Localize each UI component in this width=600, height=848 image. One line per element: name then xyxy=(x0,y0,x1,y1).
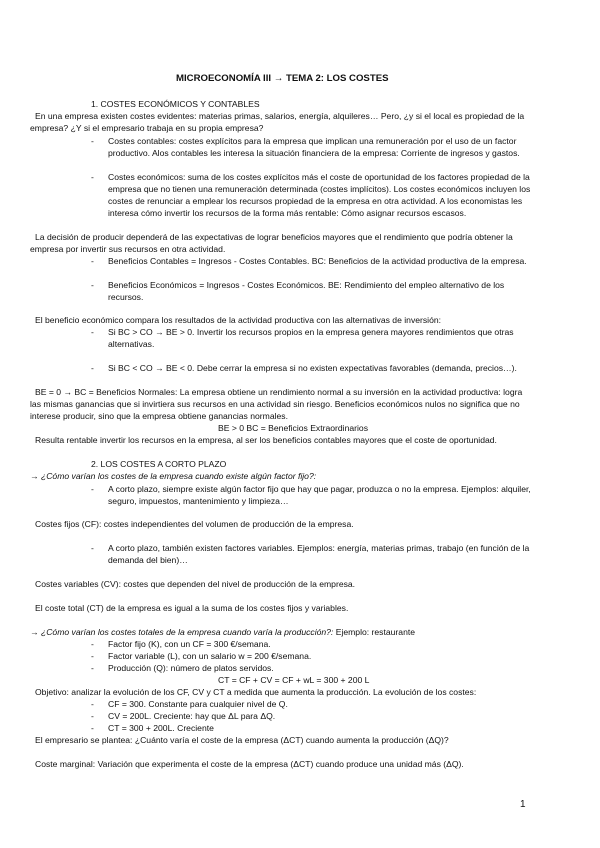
paragraph-line: costes de renunciar a emplear los recursos propiedad de la empresa en otra actividad. A los economistas les xyxy=(108,196,523,206)
list-bullet: - xyxy=(91,280,94,290)
list-bullet: - xyxy=(91,543,94,553)
list-bullet: - xyxy=(91,723,94,733)
paragraph-line: El coste total (CT) de la empresa es igual a la suma de los costes fijos y variables. xyxy=(35,603,349,613)
paragraph-line: Objetivo: analizar la evolución de los CF, CV y CT a medida que aumenta la producción. La evolución de los costes: xyxy=(35,687,477,697)
paragraph-line: interese producir, sino que la empresa obtiene ganancias normales. xyxy=(30,411,288,421)
section-heading: 2. LOS COSTES A CORTO PLAZO xyxy=(91,459,227,469)
list-bullet: - xyxy=(91,699,94,709)
list-bullet: - xyxy=(91,172,94,182)
list-item: CF = 300. Constante para cualquier nivel de Q. xyxy=(108,699,288,709)
list-bullet: - xyxy=(91,711,94,721)
paragraph-line: seguro, impuestos, mantenimiento y limpieza… xyxy=(108,496,289,506)
list-bullet: - xyxy=(91,484,94,494)
paragraph-line: empresa que no tienen una remuneración determinada (costes implícitos). Los costes económicos incluyen los xyxy=(108,184,531,194)
paragraph-line: empresa por invertir sus recursos en otra actividad. xyxy=(30,244,226,254)
list-bullet: - xyxy=(91,136,94,146)
list-item: Factor fijo (K), con un CF = 300 €/semana. xyxy=(108,639,271,649)
list-item: Factor variable (L), con un salario w = 200 €/semana. xyxy=(108,651,312,661)
paragraph-line: El beneficio económico compara los resultados de la actividad productiva con las alternativas de inversión: xyxy=(35,315,442,325)
paragraph-line: Resulta rentable invertir los recursos en la empresa, al ser los beneficios contables mayores que el coste de oportunidad. xyxy=(35,435,497,445)
paragraph-line: Si BC > CO → BE > 0. Invertir los recursos propios en la empresa genera mayores rendimientos que otras xyxy=(108,327,514,337)
paragraph-line: El empresario se plantea: ¿Cuánto varía el coste de la empresa (ΔCT) cuando aumenta la producción (ΔQ)? xyxy=(35,735,449,745)
question-example: Ejemplo: restaurante xyxy=(333,627,416,637)
list-bullet: - xyxy=(91,256,94,266)
list-item: Producción (Q): número de platos servidos. xyxy=(108,663,274,673)
paragraph-line: recursos. xyxy=(108,292,144,302)
paragraph-line: En una empresa existen costes evidentes: materias primas, salarios, energía, alquileres… Pero, ¿y si el local es propiedad de la xyxy=(35,111,525,121)
paragraph-line: interesa cómo invertir los recursos de la forma más rentable: Cómo asignar recursos escasos. xyxy=(108,208,467,218)
paragraph-line: Coste marginal: Variación que experimenta el coste de la empresa (ΔCT) cuando produce una unidad más (ΔQ). xyxy=(35,759,464,769)
paragraph-line: A corto plazo, también existen factores variables. Ejemplos: energía, materias primas, trabajo (en función de la xyxy=(108,543,530,553)
paragraph-line: demanda del bien)… xyxy=(108,555,188,565)
question-line xyxy=(30,627,415,639)
section-heading: 1. COSTES ECONÓMICOS Y CONTABLES xyxy=(91,99,260,109)
paragraph-line: productivo. Alos contables les interesa la situación financiera de la empresa: Corriente de ingresos y gastos. xyxy=(108,148,520,158)
question-line: → ¿Cómo varían los costes de la empresa cuando existe algún factor fijo?: xyxy=(30,471,317,481)
paragraph-line: Costes fijos (CF): costes independientes del volumen de producción de la empresa. xyxy=(35,519,354,529)
page-title: MICROECONOMÍA III → TEMA 2: LOS COSTES xyxy=(176,73,389,84)
paragraph-line: empresa? ¿Y si el empresario trabaja en su propia empresa? xyxy=(30,123,264,133)
question-text: → ¿Cómo varían los costes totales de la empresa cuando varía la producción?: xyxy=(30,627,334,637)
list-item: CT = 300 + 200L. Creciente xyxy=(108,723,214,733)
paragraph-line: Costes contables: costes explícitos para la empresa que implican una remuneración por el uso de un factor xyxy=(108,136,517,146)
paragraph-line: BE > 0 BC = Beneficios Extraordinarios xyxy=(218,423,368,433)
paragraph-line: Si BC < CO → BE < 0. Debe cerrar la empresa si no existen expectativas favorables (demanda, precios…). xyxy=(108,363,517,373)
paragraph-line: BE = 0 → BC = Beneficios Normales: La empresa obtiene un rendimiento normal a su inversión en la actividad productiva: logra xyxy=(35,387,523,397)
list-bullet: - xyxy=(91,663,94,673)
list-bullet: - xyxy=(91,327,94,337)
paragraph-line: Costes variables (CV): costes que dependen del nivel de producción de la empresa. xyxy=(35,579,356,589)
list-item: CV = 200L. Creciente: hay que ΔL para ΔQ. xyxy=(108,711,276,721)
paragraph-line: Costes económicos: suma de los costes explícitos más el coste de oportunidad de los factores propiedad de la xyxy=(108,172,530,182)
paragraph-line: Beneficios Económicos = Ingresos - Costes Económicos. BE: Rendimiento del empleo alternativo de los xyxy=(108,280,505,290)
list-bullet: - xyxy=(91,651,94,661)
paragraph-line: A corto plazo, siempre existe algún factor fijo que hay que pagar, produzca o no la empresa. Ejemplos: alquiler, xyxy=(108,484,531,494)
paragraph-line: alternativas. xyxy=(108,339,155,349)
formula: CT = CF + CV = CF + wL = 300 + 200 L xyxy=(218,675,370,685)
list-bullet: - xyxy=(91,363,94,373)
paragraph-line: La decisión de producir dependerá de las expectativas de lograr beneficios mayores que el rendimiento que podría obtener la xyxy=(35,232,513,242)
list-bullet: - xyxy=(91,639,94,649)
paragraph-line: las mismas ganancias que si invirtiera sus recursos en una actividad sin riesgo. Beneficios económicos nulos no significa que no xyxy=(30,399,520,409)
page-number: 1 xyxy=(520,799,526,810)
paragraph-line: Beneficios Contables = Ingresos - Costes Contables. BC: Beneficios de la actividad productiva de la empresa. xyxy=(108,256,527,266)
